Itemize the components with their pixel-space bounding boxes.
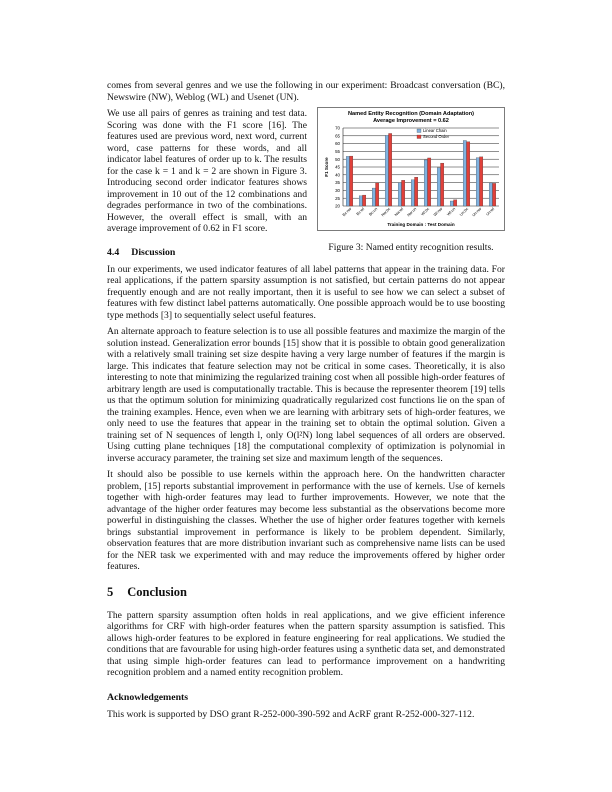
acknowledgements-text: This work is supported by DSO grant R-252-000-390-592 and AcRF grant R-252-000-327-112. [107, 708, 475, 720]
y-tick-label: 45 [335, 164, 340, 170]
bar-second-order [493, 183, 496, 206]
y-tick-label: 65 [335, 133, 340, 139]
conclusion-heading [107, 585, 505, 600]
bar-second-order [402, 180, 405, 206]
legend-label: Linear Chain [423, 128, 447, 133]
bar-second-order [376, 183, 379, 206]
intro-paragraph: comes from several genres and we use the following in our experiment: Broadcast conversation (BC), Newswire (NW), Weblog (WL) and Usenet (UN). [107, 80, 505, 103]
acknowledgements-heading: Acknowledgements [107, 691, 189, 703]
bar-second-order [389, 133, 392, 206]
bar-linear-chain [463, 140, 466, 206]
conclusion-title: Conclusion [127, 584, 187, 599]
discussion-title: Discussion [131, 246, 176, 258]
y-tick-label: 50 [335, 156, 340, 162]
legend-label: Second Order [423, 134, 450, 139]
bar-linear-chain [411, 180, 414, 206]
bar-linear-chain [489, 183, 492, 206]
conclusion-paragraph: The pattern sparsity assumption often holds in real applications, and we give efficient inference algorithms for CRF with high-order features when the pattern sparsity assumption is satisfied. This allows high-order features to be explored in feature engineering for real applications. We studied the conditions that are favourable for using high-order features using a synthetic data set, and demonstrated that using simple high-order features can lead to performance improvement on a handwriting recognition problem and a named entity recognition problem. [107, 609, 505, 678]
y-tick-label: 35 [335, 180, 340, 186]
text-figure-row [107, 108, 505, 258]
legend-swatch [417, 135, 421, 139]
x-tick-label: Wl:un [445, 206, 457, 217]
x-tick-label: Bc:un [367, 206, 379, 217]
x-tick-label: Un:wl [484, 206, 496, 217]
discussion-section [107, 264, 505, 573]
x-tick-label: Un:bc [458, 206, 470, 217]
x-axis-label: Training Domain : Test Domain [387, 222, 455, 227]
bar-second-order [363, 195, 366, 206]
results-paragraph: We use all pairs of genres as training and test data. Scoring was done with the F1 score [16]. The features used are previous word, next word, current word, case patterns for these words, and all indicator label features of order up to k. The results for the case k = 1 and k = 2 are shown in Figure 3. Introducing second order indicator features shows improvement in 10 out of the 12 combinations and degrades performance in two of the combinations. However, the overall effect is small, with an average improvement of 0.62 in F1 score. [107, 108, 307, 234]
x-tick-label: Bc:wl [355, 206, 366, 217]
x-tick-label: Nw:bc [380, 206, 392, 218]
y-tick-label: 30 [335, 188, 340, 193]
figure-caption: Figure 3: Named entity recognition results. [328, 242, 494, 253]
bar-second-order [415, 177, 418, 206]
bar-second-order [428, 158, 431, 206]
bar-linear-chain [385, 135, 388, 206]
bar-second-order [467, 142, 470, 206]
page-content [107, 80, 505, 720]
bar-linear-chain [450, 201, 453, 206]
figure-3 [317, 107, 505, 258]
x-tick-label: Nw:wl [393, 206, 405, 218]
bar-linear-chain [437, 168, 440, 206]
y-tick-label: 40 [335, 172, 340, 178]
x-tick-label: Bc:nw [341, 206, 353, 218]
bar-second-order [480, 157, 483, 206]
y-tick-label: 25 [335, 195, 340, 201]
bar-second-order [441, 163, 444, 206]
discussion-paragraph-2: An alternate approach to feature selection is to use all possible features and maximize the margin of the solution instead. Generalization error bounds [15] show that it is possible to obtain good generalization with a relatively small training set size despite having a very large number of features if the margin is large. This indicates that feature selection may not be critical in some cases. Theoretically, it is also interesting to note that minimizing the regularized training cost when all possible high-order features of arbitrary length are used is computationally tractable. This is because the representer theorem [19] tells us that the optimum solution for minimizing quadratically regularized cost functions lie on the span of the training examples. Hence, even when we are learning with arbitrary sets of high-order features, we only need to use the features that appear in the training set to obtain the optimal solution. Given a training set of N sequences of length l, only O(l²N) long label sequences of all orders are observed. Using cutting plane techniques [18] the computational complexity of optimization is polynomial in inverse accuracy parameter, the training set size and maximum length of the sequences. [107, 326, 505, 464]
discussion-number: 4.4 [107, 246, 120, 258]
y-axis-label: F1 Score [324, 157, 329, 177]
x-tick-label: Wl:nw [432, 206, 444, 218]
bar-linear-chain [359, 196, 362, 206]
bar-second-order [454, 200, 457, 206]
ner-bar-chart [317, 107, 505, 231]
discussion-paragraph-1: In our experiments, we used indicator features of all label patterns that appear in the training data. For real applications, if the pattern sparsity assumption is not satisfied, but certain patterns do not appear frequently enough and are not really important, then it is useful to see how we can select a subset of features with few distinct label patterns automatically. One possible approach would be to use boosting type methods [3] to sequentially select useful features. [107, 263, 505, 321]
x-tick-label: Un:nw [470, 206, 483, 218]
chart-title: Named Entity Recognition (Domain Adaptation) [348, 111, 474, 117]
bar-linear-chain [476, 158, 479, 206]
y-tick-label: 70 [335, 125, 340, 131]
bar-linear-chain [424, 160, 427, 206]
x-tick-label: Nw:un [405, 206, 418, 218]
discussion-heading [107, 247, 307, 258]
conclusion-number: 5 [107, 584, 114, 599]
bar-linear-chain [398, 183, 401, 206]
x-tick-label: Wl:bc [419, 206, 431, 217]
y-tick-label: 20 [335, 203, 340, 209]
y-tick-label: 60 [335, 141, 340, 147]
bar-linear-chain [346, 156, 349, 206]
chart-subtitle: Average Improvement = 0.62 [373, 118, 449, 124]
discussion-paragraph-3: It should also be possible to use kernels within the approach here. On the handwritten character problem, [15] reports substantial improvement in performance with the use of kernels. Use of kernels together with high-order features may lead to further improvements. However, we note that the advantage of the higher order features may become less substantial as the observations become more powerful in distinguishing the classes. Whether the use of higher order features together with kernels brings substantial improvement in performance is likely to be problem dependent. Similarly, observation features that are more distribution invariant such as comprehensive name lists can be used for the NER task we experimented with and may reduce the improvements offered by higher order features. [107, 469, 505, 572]
legend-swatch [417, 129, 421, 133]
bar-second-order [350, 156, 353, 206]
bar-linear-chain [372, 188, 375, 206]
y-tick-label: 55 [335, 149, 340, 154]
left-column [107, 108, 307, 258]
